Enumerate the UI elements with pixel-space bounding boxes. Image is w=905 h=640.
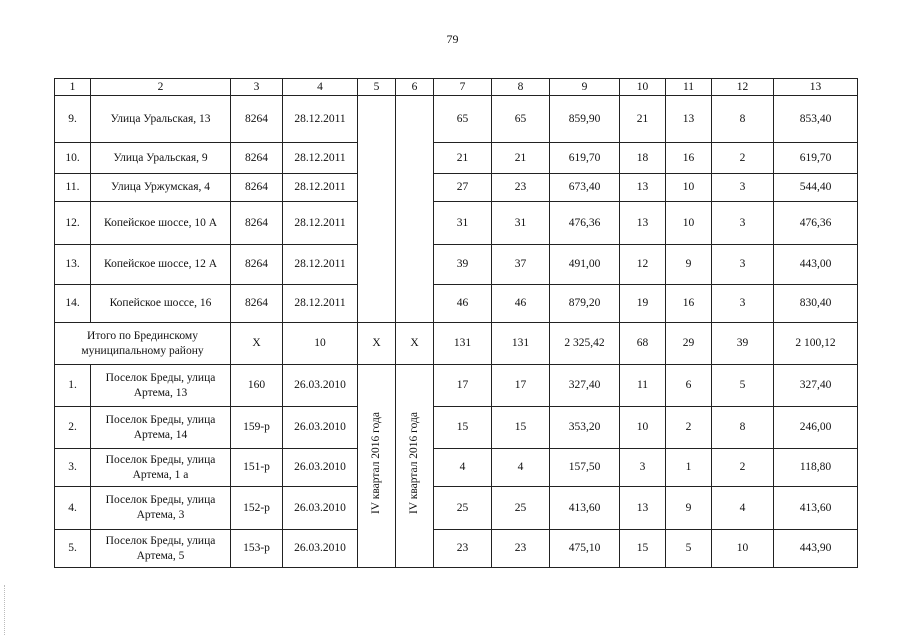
date-cell: 28.12.2011	[283, 202, 358, 245]
table-body	[55, 79, 858, 568]
value-cell-c12: 4	[712, 487, 774, 530]
total-cell-c13: 2 100,12	[774, 323, 858, 365]
table-row	[55, 245, 858, 285]
header-cell: 7	[434, 79, 492, 96]
row-number-cell: 4.	[55, 487, 91, 530]
value-cell-c11: 1	[666, 449, 712, 487]
total-cell-c6: Х	[396, 323, 434, 365]
value-cell-c7: 21	[434, 143, 492, 174]
row-number-cell: 10.	[55, 143, 91, 174]
value-cell-c7: 17	[434, 365, 492, 407]
total-cell-c10: 68	[620, 323, 666, 365]
total-cell-c7: 131	[434, 323, 492, 365]
row-number-cell: 12.	[55, 202, 91, 245]
value-cell-c8: 46	[492, 285, 550, 323]
table-row	[55, 449, 858, 487]
document-number-cell: 8264	[231, 285, 283, 323]
value-cell-c9: 476,36	[550, 202, 620, 245]
value-cell-c12: 3	[712, 202, 774, 245]
document-number-cell: 8264	[231, 174, 283, 202]
row-number-cell: 11.	[55, 174, 91, 202]
value-cell-c12: 2	[712, 449, 774, 487]
value-cell-c8: 37	[492, 245, 550, 285]
value-cell-c12: 5	[712, 365, 774, 407]
header-cell: 6	[396, 79, 434, 96]
value-cell-c10: 21	[620, 96, 666, 143]
value-cell-c7: 65	[434, 96, 492, 143]
address-cell: Улица Уржумская, 4	[91, 174, 231, 202]
value-cell-c11: 2	[666, 407, 712, 449]
value-cell-c13: 246,00	[774, 407, 858, 449]
document-number-cell: 160	[231, 365, 283, 407]
date-cell: 26.03.2010	[283, 487, 358, 530]
row-number-cell: 5.	[55, 530, 91, 568]
value-cell-c12: 10	[712, 530, 774, 568]
address-cell: Поселок Бреды, улица Артема, 13	[91, 365, 231, 407]
table-row	[55, 285, 858, 323]
value-cell-c7: 31	[434, 202, 492, 245]
value-cell-c13: 443,00	[774, 245, 858, 285]
value-cell-c9: 353,20	[550, 407, 620, 449]
value-cell-c10: 18	[620, 143, 666, 174]
address-cell: Поселок Бреды, улица Артема, 1 а	[91, 449, 231, 487]
value-cell-c11: 9	[666, 245, 712, 285]
value-cell-c9: 327,40	[550, 365, 620, 407]
quarter-label: IV квартал 2016 года	[370, 412, 382, 515]
date-cell: 26.03.2010	[283, 365, 358, 407]
value-cell-c13: 544,40	[774, 174, 858, 202]
date-cell: 26.03.2010	[283, 449, 358, 487]
total-cell-c5: Х	[358, 323, 396, 365]
value-cell-c10: 10	[620, 407, 666, 449]
value-cell-c9: 491,00	[550, 245, 620, 285]
col6-merged-cell	[396, 96, 434, 323]
value-cell-c8: 25	[492, 487, 550, 530]
value-cell-c11: 13	[666, 96, 712, 143]
table-row	[55, 407, 858, 449]
document-number-cell: 8264	[231, 245, 283, 285]
value-cell-c13: 476,36	[774, 202, 858, 245]
value-cell-c11: 10	[666, 202, 712, 245]
value-cell-c11: 16	[666, 143, 712, 174]
total-cell-c8: 131	[492, 323, 550, 365]
row-number-cell: 9.	[55, 96, 91, 143]
value-cell-c7: 25	[434, 487, 492, 530]
document-number-cell: 8264	[231, 96, 283, 143]
header-cell: 1	[55, 79, 91, 96]
col5-quarter-cell	[358, 365, 396, 568]
header-row	[55, 79, 858, 96]
col5-merged-cell	[358, 96, 396, 323]
value-cell-c9: 413,60	[550, 487, 620, 530]
value-cell-c8: 15	[492, 407, 550, 449]
header-cell: 8	[492, 79, 550, 96]
header-cell: 13	[774, 79, 858, 96]
document-number-cell: 153-р	[231, 530, 283, 568]
page-number: 79	[446, 32, 459, 46]
table-row	[55, 96, 858, 143]
document-number-cell: 151-р	[231, 449, 283, 487]
address-cell: Поселок Бреды, улица Артема, 5	[91, 530, 231, 568]
value-cell-c10: 13	[620, 174, 666, 202]
value-cell-c11: 9	[666, 487, 712, 530]
row-number-cell: 14.	[55, 285, 91, 323]
total-label-cell: Итого по Брединскому муниципальному району	[55, 323, 231, 365]
value-cell-c7: 15	[434, 407, 492, 449]
header-cell: 11	[666, 79, 712, 96]
value-cell-c10: 3	[620, 449, 666, 487]
row-number-cell: 3.	[55, 449, 91, 487]
value-cell-c12: 2	[712, 143, 774, 174]
document-number-cell: 8264	[231, 143, 283, 174]
date-cell: 26.03.2010	[283, 407, 358, 449]
total-cell-c3: Х	[231, 323, 283, 365]
date-cell: 26.03.2010	[283, 530, 358, 568]
header-cell: 10	[620, 79, 666, 96]
address-cell: Копейское шоссе, 12 А	[91, 245, 231, 285]
value-cell-c13: 619,70	[774, 143, 858, 174]
value-cell-c8: 65	[492, 96, 550, 143]
value-cell-c12: 8	[712, 407, 774, 449]
value-cell-c8: 31	[492, 202, 550, 245]
value-cell-c8: 21	[492, 143, 550, 174]
value-cell-c11: 5	[666, 530, 712, 568]
table-row	[55, 202, 858, 245]
value-cell-c8: 23	[492, 530, 550, 568]
value-cell-c10: 11	[620, 365, 666, 407]
value-cell-c8: 23	[492, 174, 550, 202]
date-cell: 28.12.2011	[283, 96, 358, 143]
header-cell: 5	[358, 79, 396, 96]
value-cell-c12: 8	[712, 96, 774, 143]
value-cell-c13: 118,80	[774, 449, 858, 487]
address-cell: Улица Уральская, 13	[91, 96, 231, 143]
date-cell: 28.12.2011	[283, 143, 358, 174]
address-cell: Улица Уральская, 9	[91, 143, 231, 174]
row-number-cell: 2.	[55, 407, 91, 449]
date-cell: 28.12.2011	[283, 174, 358, 202]
value-cell-c12: 3	[712, 174, 774, 202]
housing-table	[54, 78, 858, 568]
quarter-label: IV квартал 2016 года	[408, 412, 420, 515]
address-cell: Поселок Бреды, улица Артема, 3	[91, 487, 231, 530]
total-cell-c9: 2 325,42	[550, 323, 620, 365]
row-number-cell: 1.	[55, 365, 91, 407]
total-cell-c11: 29	[666, 323, 712, 365]
value-cell-c12: 3	[712, 285, 774, 323]
value-cell-c9: 859,90	[550, 96, 620, 143]
value-cell-c10: 12	[620, 245, 666, 285]
value-cell-c13: 830,40	[774, 285, 858, 323]
value-cell-c9: 157,50	[550, 449, 620, 487]
document-number-cell: 8264	[231, 202, 283, 245]
value-cell-c13: 443,90	[774, 530, 858, 568]
header-cell: 2	[91, 79, 231, 96]
total-cell-c12: 39	[712, 323, 774, 365]
header-cell: 3	[231, 79, 283, 96]
value-cell-c11: 6	[666, 365, 712, 407]
value-cell-c9: 673,40	[550, 174, 620, 202]
value-cell-c9: 475,10	[550, 530, 620, 568]
header-cell: 9	[550, 79, 620, 96]
total-row	[55, 323, 858, 365]
value-cell-c11: 10	[666, 174, 712, 202]
value-cell-c8: 17	[492, 365, 550, 407]
header-cell: 4	[283, 79, 358, 96]
address-cell: Копейское шоссе, 16	[91, 285, 231, 323]
value-cell-c7: 23	[434, 530, 492, 568]
col6-quarter-cell	[396, 365, 434, 568]
document-number-cell: 152-р	[231, 487, 283, 530]
total-cell-c4: 10	[283, 323, 358, 365]
value-cell-c7: 39	[434, 245, 492, 285]
date-cell: 28.12.2011	[283, 285, 358, 323]
scan-edge-marks	[4, 585, 7, 635]
document-number-cell: 159-р	[231, 407, 283, 449]
table-row	[55, 487, 858, 530]
value-cell-c9: 879,20	[550, 285, 620, 323]
table-row	[55, 365, 858, 407]
table-row	[55, 143, 858, 174]
value-cell-c9: 619,70	[550, 143, 620, 174]
address-cell: Поселок Бреды, улица Артема, 14	[91, 407, 231, 449]
date-cell: 28.12.2011	[283, 245, 358, 285]
value-cell-c7: 27	[434, 174, 492, 202]
value-cell-c13: 327,40	[774, 365, 858, 407]
address-cell: Копейское шоссе, 10 А	[91, 202, 231, 245]
value-cell-c10: 19	[620, 285, 666, 323]
row-number-cell: 13.	[55, 245, 91, 285]
header-cell: 12	[712, 79, 774, 96]
value-cell-c7: 4	[434, 449, 492, 487]
value-cell-c12: 3	[712, 245, 774, 285]
value-cell-c11: 16	[666, 285, 712, 323]
value-cell-c7: 46	[434, 285, 492, 323]
value-cell-c10: 13	[620, 487, 666, 530]
value-cell-c10: 13	[620, 202, 666, 245]
value-cell-c10: 15	[620, 530, 666, 568]
table-row	[55, 174, 858, 202]
value-cell-c13: 853,40	[774, 96, 858, 143]
value-cell-c8: 4	[492, 449, 550, 487]
value-cell-c13: 413,60	[774, 487, 858, 530]
table-row	[55, 530, 858, 568]
